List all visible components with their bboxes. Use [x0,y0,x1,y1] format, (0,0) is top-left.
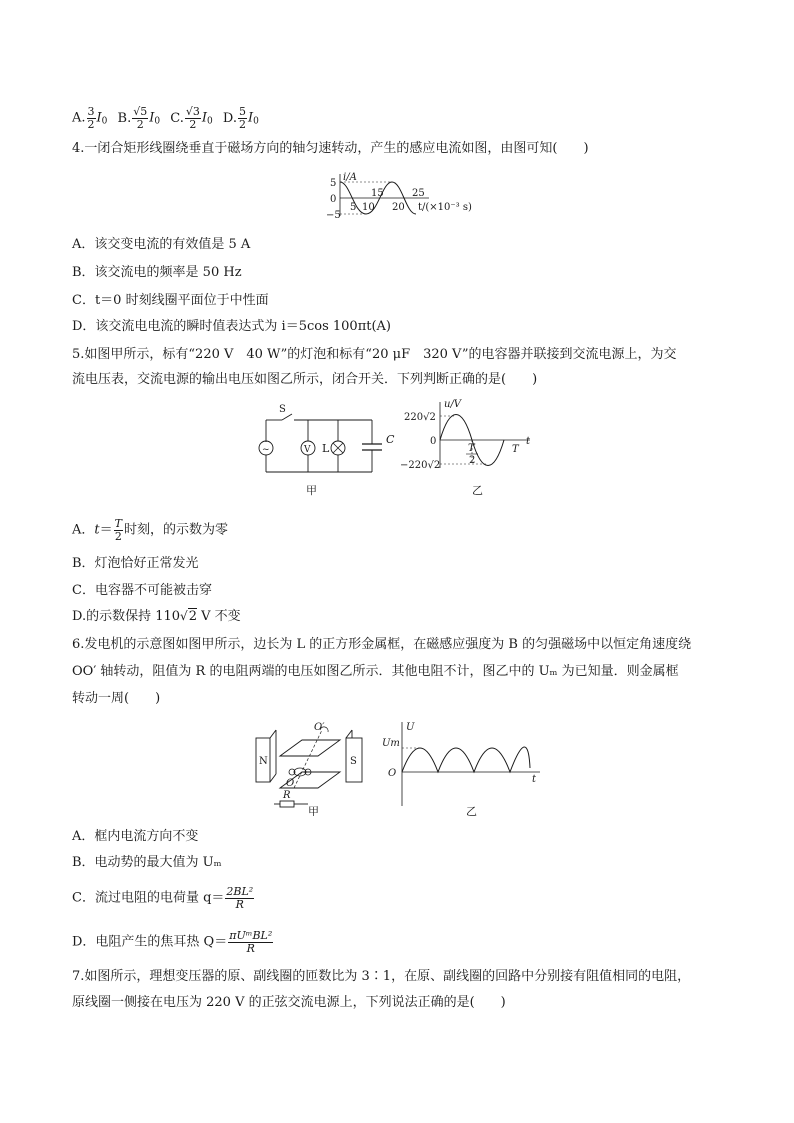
q4-y-tick: 5 [330,178,337,189]
q5-y-tick: −220√2 [400,460,441,471]
q4-y-tick: 0 [330,194,337,205]
q6-stem-line3: 转动一周( ) [72,691,161,706]
q5-half-period-den: 2 [469,455,476,466]
q6-option-c-fraction: $\frac{\text{2BL²}}{R}$ [226,885,254,911]
north-label: N [259,756,268,767]
q4-x-tick: 20 [392,202,405,213]
q6-option-d-fraction: $\frac{\text{πUᵐBL²}}{R}$ [229,929,273,955]
q4-stem: 4.一闭合矩形线圈绕垂直于磁场方向的轴匀速转动，产生的感应电流如图，由图可知( ) [72,141,589,156]
q4-option-a: A．该交变电流的有效值是 5 A [72,237,251,252]
q6-peak-label: Um [382,738,400,749]
axis-top-label: O′ [314,722,325,733]
q4-option-b: B．该交流电的频率是 50 Hz [72,265,242,280]
q4-option-d: D．该交流电电流的瞬时值表达式为 i＝5cos 100πt(A) [72,319,392,334]
q4-current-graph [326,170,486,222]
q4-x-tick: 15 [371,188,384,199]
q5-option-b: B．灯泡恰好正常发光 [72,556,199,571]
q5-voltage-graph [400,396,540,500]
figure-caption-jia: 甲 [308,805,319,816]
q3-option-c-fraction: $\frac{√3}{2}$ [185,105,200,131]
q5-y-tick: 0 [430,436,437,447]
q3-options: A. $\frac{3}{2}$ $I_0$ B. $\frac{√5}{2}$ $I_0$ C. $\frac{√3}{2}$ $I_0$ D. $\frac{5}{2}$ $I_0$ [72,105,259,131]
figure-caption-yi: 乙 [472,484,483,497]
q6-generator-diagram [250,716,372,816]
q5-option-d: D.的示数保持 110√2 V 不变 [72,609,241,624]
q5-circuit-diagram [252,402,400,498]
q4-x-axis-label: t/(×10⁻³ s) [418,202,472,213]
q3-option-b-fraction: $\frac{√5}{2}$ [133,105,148,131]
q4-x-tick: 25 [412,188,425,199]
resistor-label: R [283,790,291,801]
axis-bottom-label: O [286,778,295,789]
capacitor-label: C [386,433,395,446]
switch-label: S [279,404,286,415]
resistor-icon [280,801,294,807]
q3-option-a-fraction: $\frac{3}{2}$ [87,105,95,131]
q6-origin-label: O [388,768,397,779]
q5-stem-line2: 流电压表，交流电源的输出电压如图乙所示，闭合开关．下列判断正确的是( ) [72,372,538,387]
q4-option-c: C．t＝0 时刻线圈平面位于中性面 [72,293,269,308]
q5-period-label: T [512,444,519,455]
q4-x-tick: 10 [362,202,375,213]
q6-stem-line1: 6.发电机的示意图如图甲所示，边长为 L 的正方形金属框，在磁感应强度为 B 的匀强磁场中以恒定角速度绕 [72,637,692,652]
q6-voltage-graph [380,716,550,816]
q6-y-axis-label: U [406,722,415,733]
south-label: S [350,756,357,767]
q6-option-b: B．电动势的最大值为 Uₘ [72,855,222,870]
voltmeter-label: V [304,445,311,455]
q3-option-d-fraction: $\frac{5}{2}$ [239,105,247,131]
figure-caption-yi: 乙 [466,805,477,816]
q4-y-axis-label: i/A [343,172,357,183]
q5-option-a-fraction: $\frac{T}{2}$ [114,517,122,543]
q5-x-axis-label: t [526,436,531,447]
q4-x-tick: 5 [350,202,357,213]
q5-option-c: C．电容器不可能被击穿 [72,583,212,598]
q5-half-period-num: T [468,443,475,454]
q7-stem-line1: 7.如图所示，理想变压器的原、副线圈的匝数比为 3∶1，在原、副线圈的回路中分别接有阻值相同的电阻， [72,969,691,984]
q6-x-axis-label: t [532,774,537,785]
q6-option-d: D．电阻产生的焦耳热 Q＝ $\frac{\text{πUᵐBL²}}{R}$ [72,929,273,955]
q5-stem-line1: 5.如图甲所示，标有“220 V 40 W”的灯泡和标有“20 μF 320 V”的电容器并联接到交流电源上，为交 [72,347,677,362]
q6-option-c: C．流过电阻的电荷量 q＝ $\frac{\text{2BL²}}{R}$ [72,885,254,911]
lamp-label: L [322,442,330,455]
figure-caption-jia: 甲 [306,484,317,497]
q4-y-tick: −5 [326,210,341,221]
q5-option-a: A．t＝ $\frac{T}{2}$ 时刻，的示数为零 [72,517,228,543]
svg-text:~: ~ [262,445,270,455]
q7-stem-line2: 原线圈一侧接在电压为 220 V 的正弦交流电源上，下列说法正确的是( ) [72,995,506,1010]
q5-y-tick: 220√2 [404,412,436,423]
q6-stem-line2: OO′ 轴转动，阻值为 R 的电阻两端的电压如图乙所示．其他电阻不计，图乙中的 Uₘ 为已知量．则金属框 [72,664,679,679]
q5-y-axis-label: u/V [444,399,462,410]
q6-option-a: A．框内电流方向不变 [72,829,199,844]
